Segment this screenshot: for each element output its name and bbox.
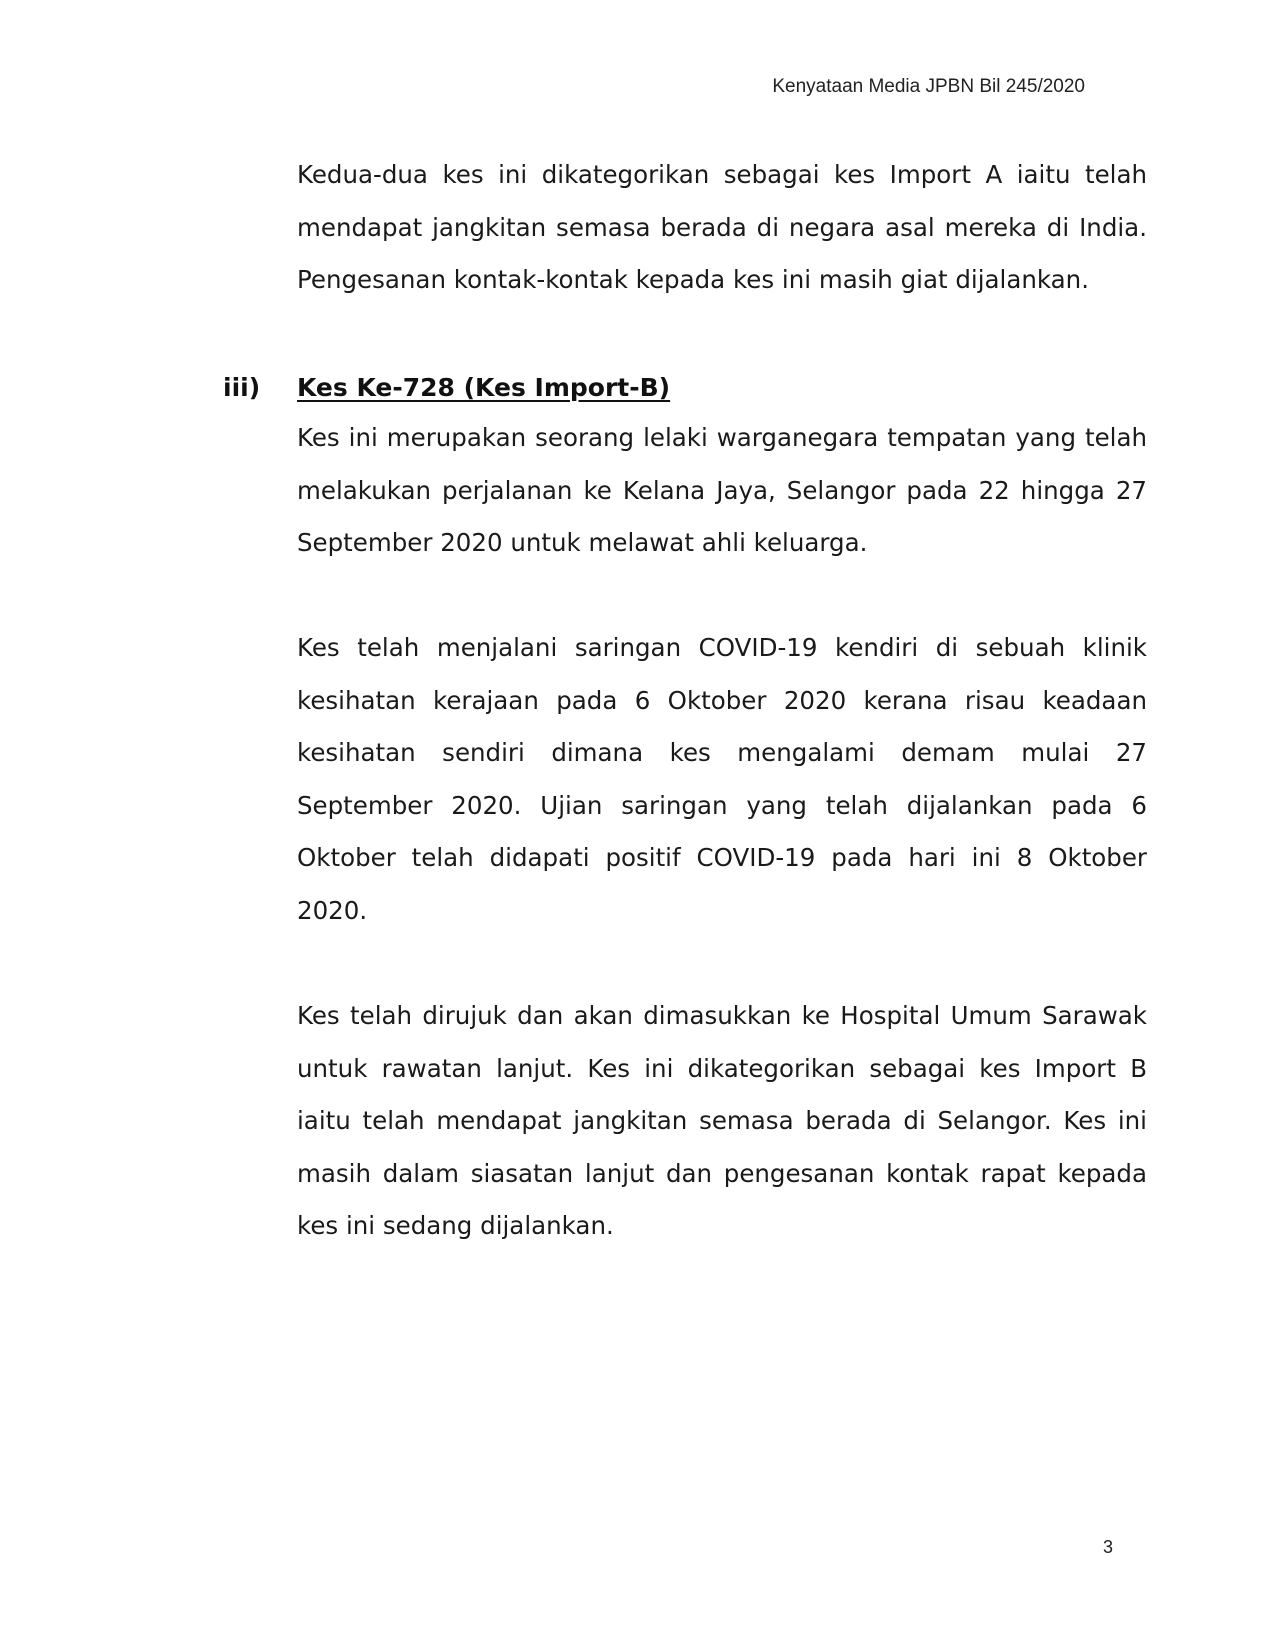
header-reference: Kenyataan Media JPBN Bil 245/2020 xyxy=(772,76,1085,97)
page-number: 3 xyxy=(1102,1537,1113,1557)
paragraph-import-a-summary: Kedua-dua kes ini dikategorikan sebagai kes Import A iaitu telah mendapat jangkitan semasa berada di negara asal mereka di India. Pengesanan kontak-kontak kepada kes ini masih giat dijalankan. xyxy=(297,160,1147,294)
section-title: Kes Ke-728 (Kes Import-B) xyxy=(297,373,671,402)
section-heading xyxy=(223,362,1153,414)
paragraph-referral-details: Kes telah dirujuk dan akan dimasukkan ke Hospital Umum Sarawak untuk rawatan lanjut. Kes ini dikategorikan sebagai kes Import B iaitu telah mendapat jangkitan semasa berada di Selangor. Kes ini masih dalam siasatan lanjut dan pengesanan kontak rapat kepada kes ini sedang dijalankan. xyxy=(297,1001,1147,1240)
paragraph-screening-details: Kes telah menjalani saringan COVID-19 kendiri di sebuah klinik kesihatan kerajaan pada 6 Oktober 2020 kerana risau keadaan kesihatan sendiri dimana kes mengalami demam mulai 27 September 2020. Ujian saringan yang telah dijalankan pada 6 Oktober telah didapati positif COVID-19 pada hari ini 8 Oktober 2020. xyxy=(297,633,1147,925)
paragraph-case-description: Kes ini merupakan seorang lelaki warganegara tempatan yang telah melakukan perjalanan ke Kelana Jaya, Selangor pada 22 hingga 27 September 2020 untuk melawat ahli keluarga. xyxy=(297,423,1147,557)
section-number: iii) xyxy=(223,373,261,402)
